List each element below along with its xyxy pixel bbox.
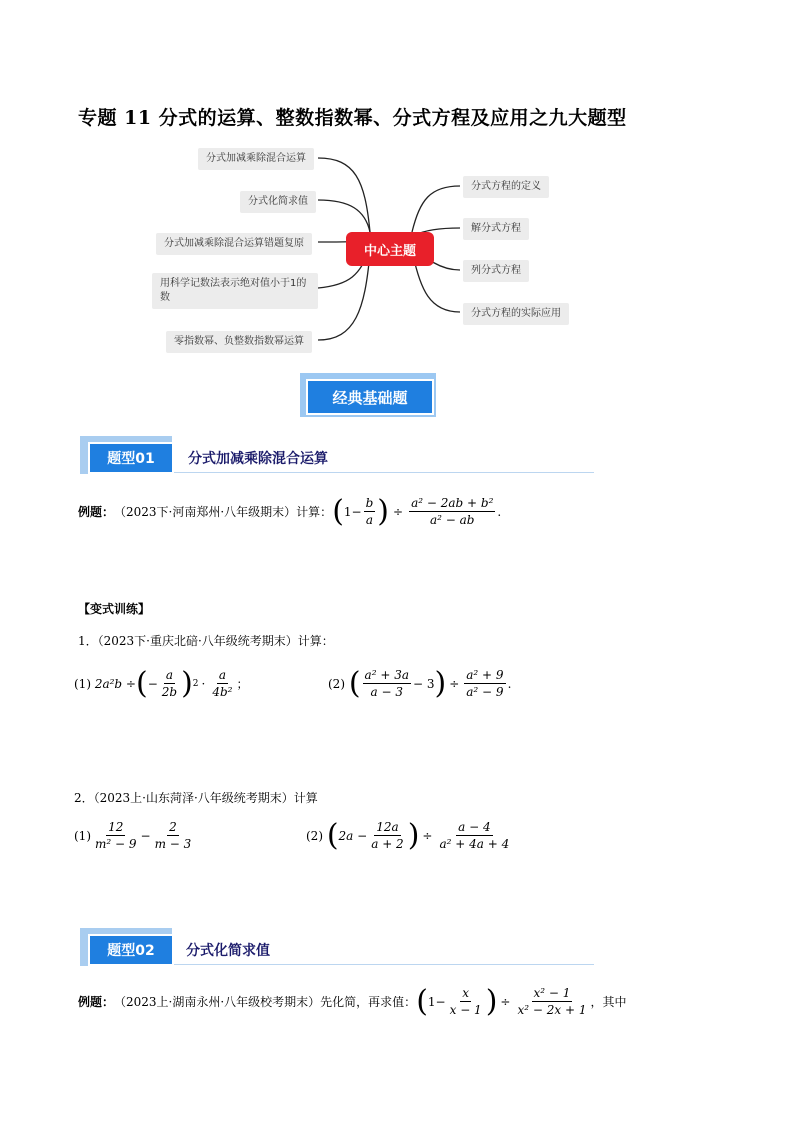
example-1-expression: ( 1− $\frac{b}{a}$ ) ÷ $\frac{\text{a² − 2ab + b²}}{\text{a² − ab}}$ . bbox=[332, 493, 502, 529]
example-source: （2023上·湖南永州·八年级校考期末）先化简，再求值： bbox=[114, 994, 417, 1009]
mindmap-node-left-4: 用科学记数法表示绝对值小于1的数 bbox=[152, 273, 318, 309]
question-1-part-1: (1) 2a²b ÷ ( − $\frac{a}{2b}$ ) 2 · $\frac{a}{\text{4b²}}$ ； bbox=[74, 665, 249, 701]
example-source: （2023下·河南郑州·八年级期末）计算： bbox=[114, 504, 333, 519]
section-label: 分式加减乘除混合运算 bbox=[188, 451, 328, 467]
mindmap-node-right-1: 分式方程的定义 bbox=[463, 176, 549, 198]
banner-basic-questions bbox=[300, 373, 442, 423]
section-label: 分式化简求值 bbox=[186, 943, 270, 959]
question-1-part-2: (2) ( $\frac{\text{a² + 3a}}{a - 3}$ − 3 ) ÷ $\frac{\text{a² + 9}}{\text{a² − 9}}$ . bbox=[328, 665, 512, 701]
page-title: 专题 11 分式的运算、整数指数幂、分式方程及应用之九大题型 bbox=[78, 107, 627, 129]
banner-label: 经典基础题 bbox=[306, 379, 434, 415]
example-1 bbox=[78, 493, 502, 529]
example-prefix: 例题： bbox=[78, 994, 115, 1009]
example-tail: ，其中 bbox=[590, 994, 627, 1009]
example-prefix: 例题： bbox=[78, 504, 115, 519]
question-1: 1．（2023下·重庆北碚·八年级统考期末）计算： bbox=[78, 634, 334, 648]
question-2-part-1: (1) $\frac{12}{\text{m² − 9}}$ − $\frac{2}{m - 3}$ bbox=[74, 820, 192, 851]
section-tag: 题型01 bbox=[88, 442, 174, 474]
question-2-part-2: (2) ( 2a − $\frac{12a}{a + 2}$ ) ÷ $\frac{a - 4}{\text{a² + 4a + 4}}$ bbox=[306, 817, 510, 853]
variant-title: 【变式训练】 bbox=[78, 602, 151, 616]
section-tag: 题型02 bbox=[88, 934, 174, 966]
question-2: 2．（2023上·山东菏泽·八年级统考期末）计算 bbox=[74, 791, 318, 805]
example-2 bbox=[78, 983, 627, 1019]
mindmap-node-right-2: 解分式方程 bbox=[463, 218, 529, 240]
mindmap-node-left-5: 零指数幂、负整数指数幂运算 bbox=[166, 331, 312, 353]
mindmap-node-left-2: 分式化简求值 bbox=[240, 191, 316, 213]
section-header-02 bbox=[80, 928, 600, 974]
mindmap-node-right-4: 分式方程的实际应用 bbox=[463, 303, 569, 325]
mindmap-node-left-1: 分式加减乘除混合运算 bbox=[198, 148, 314, 170]
mindmap-node-left-3: 分式加减乘除混合运算错题复原 bbox=[156, 233, 312, 255]
mindmap-node-right-3: 列分式方程 bbox=[463, 260, 529, 282]
section-header-01 bbox=[80, 436, 600, 482]
mindmap-center: 中心主题 bbox=[346, 232, 434, 266]
example-2-expression: ( 1− $\frac{x}{x - 1}$ ) ÷ $\frac{\text{x² − 1}}{\text{x² − 2x + 1}}$ bbox=[416, 983, 587, 1019]
